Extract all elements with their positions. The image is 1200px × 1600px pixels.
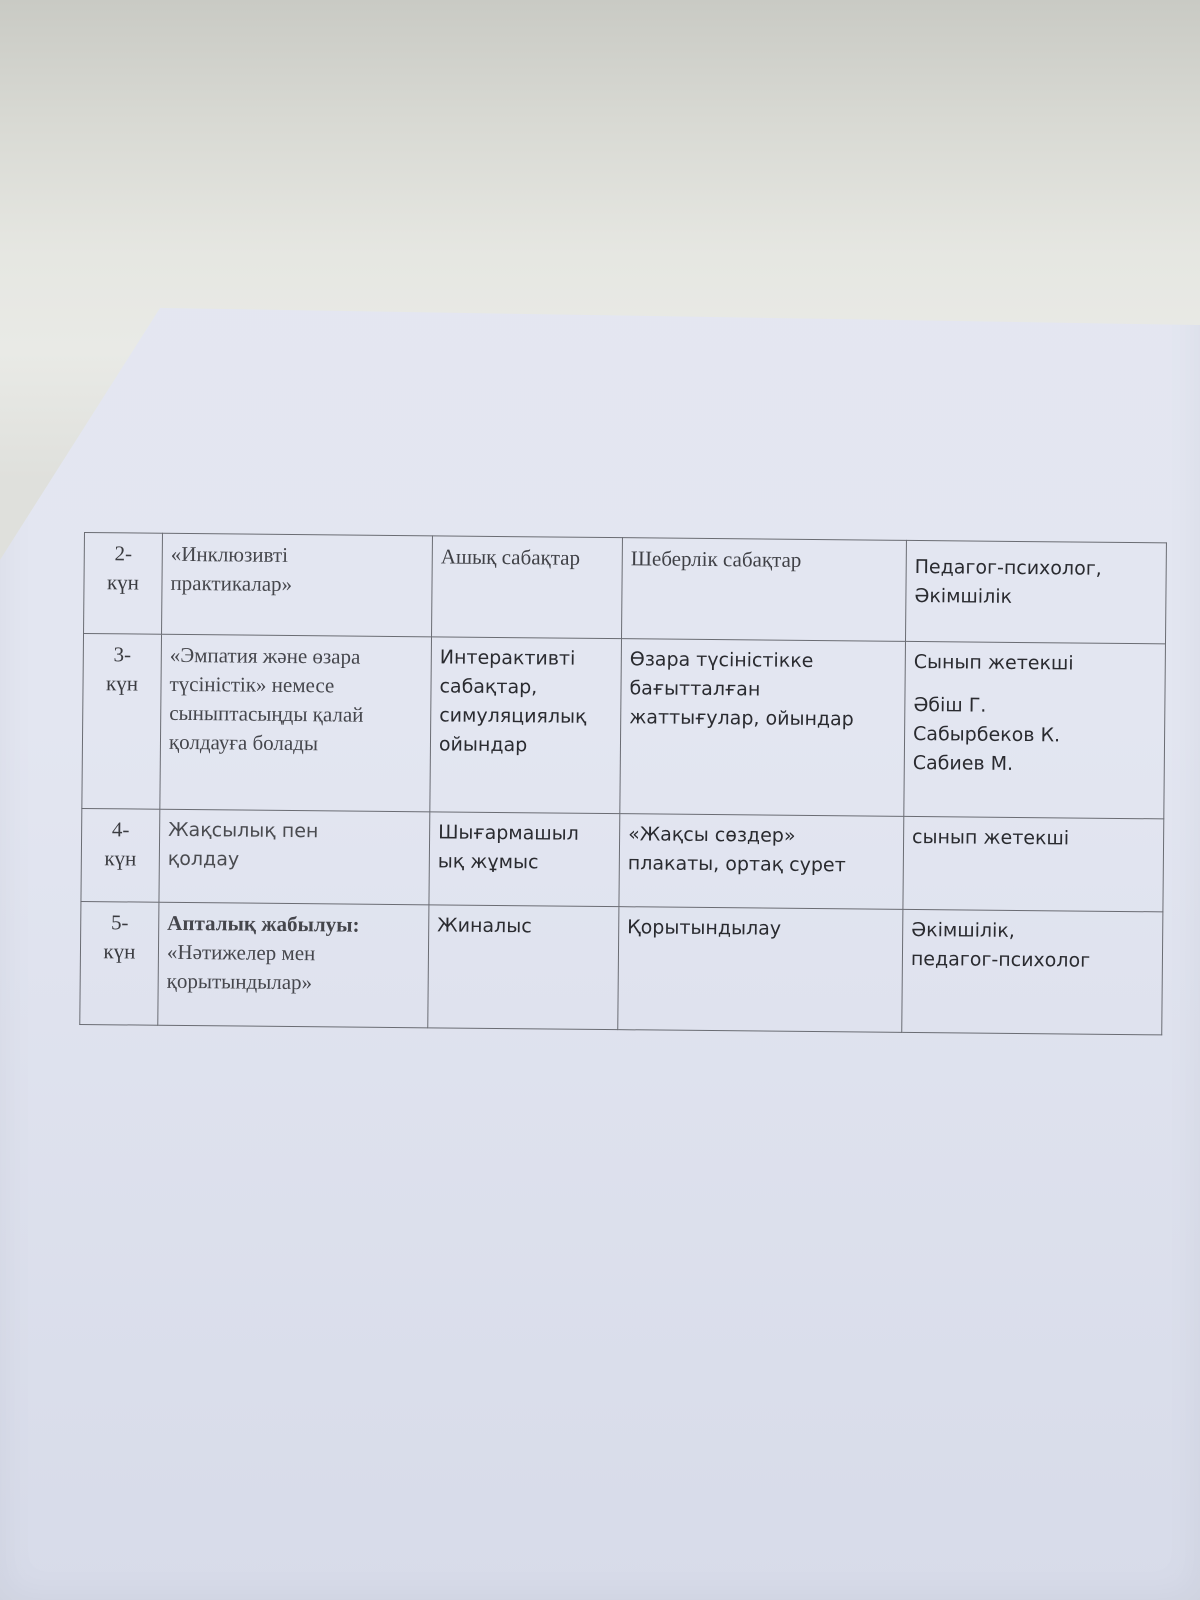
schedule-table bbox=[79, 532, 1167, 1035]
format-cell: Шығармашыл ық жұмыс bbox=[429, 812, 620, 907]
responsible-name: Сабиев М. bbox=[912, 751, 1014, 775]
day-cell: 4- күн bbox=[81, 808, 160, 902]
day-cell: 3- күн bbox=[82, 634, 162, 810]
table-row bbox=[82, 634, 1166, 819]
day-cell: 5- күн bbox=[80, 901, 159, 1025]
day-cell: 2- күн bbox=[84, 533, 163, 635]
table-row bbox=[80, 901, 1163, 1034]
responsible-name: Сабырбеков К. bbox=[912, 722, 1061, 747]
format-cell: Жиналыс bbox=[428, 905, 619, 1030]
activity-cell: «Жақсы сөздер» плакаты, ортақ сурет bbox=[619, 814, 904, 910]
activity-cell: Өзара түсіністікке бағытталған жаттығулар, ойындар bbox=[620, 639, 906, 817]
format-cell: Ашық сабақтар bbox=[432, 536, 623, 639]
responsible-name: Әбіш Г. bbox=[913, 693, 987, 717]
activity-cell: Қорытындылау bbox=[618, 907, 903, 1033]
theme-cell: «Эмпатия және өзара түсіністік» немесе сыныптасыңды қалай қолдауға болады bbox=[160, 634, 432, 812]
theme-heading: Апталық жабылуы: bbox=[167, 910, 360, 937]
theme-cell: «Инклюзивті практикалар» bbox=[162, 533, 433, 637]
theme-cell: Жақсылық пен қолдау bbox=[159, 809, 430, 905]
table-row bbox=[84, 533, 1167, 644]
responsible-title: Сынып жетекші bbox=[913, 650, 1074, 675]
schedule-table-container bbox=[79, 532, 1166, 1035]
theme-cell: Апталық жабылуы: «Нәтижелер мен қорытындылар» bbox=[158, 902, 429, 1028]
responsible-cell: Әкімшілік, педагог-психолог bbox=[902, 909, 1163, 1034]
responsible-cell bbox=[904, 641, 1166, 818]
responsible-cell: сынып жетекші bbox=[903, 816, 1164, 911]
format-cell: Интерактивті сабақтар, симуляциялық ойындар bbox=[430, 637, 622, 814]
activity-cell: Шеберлік сабақтар bbox=[622, 538, 907, 642]
responsible-cell: Педагог-психолог, Әкімшілік bbox=[905, 540, 1166, 643]
table-row bbox=[81, 808, 1164, 911]
